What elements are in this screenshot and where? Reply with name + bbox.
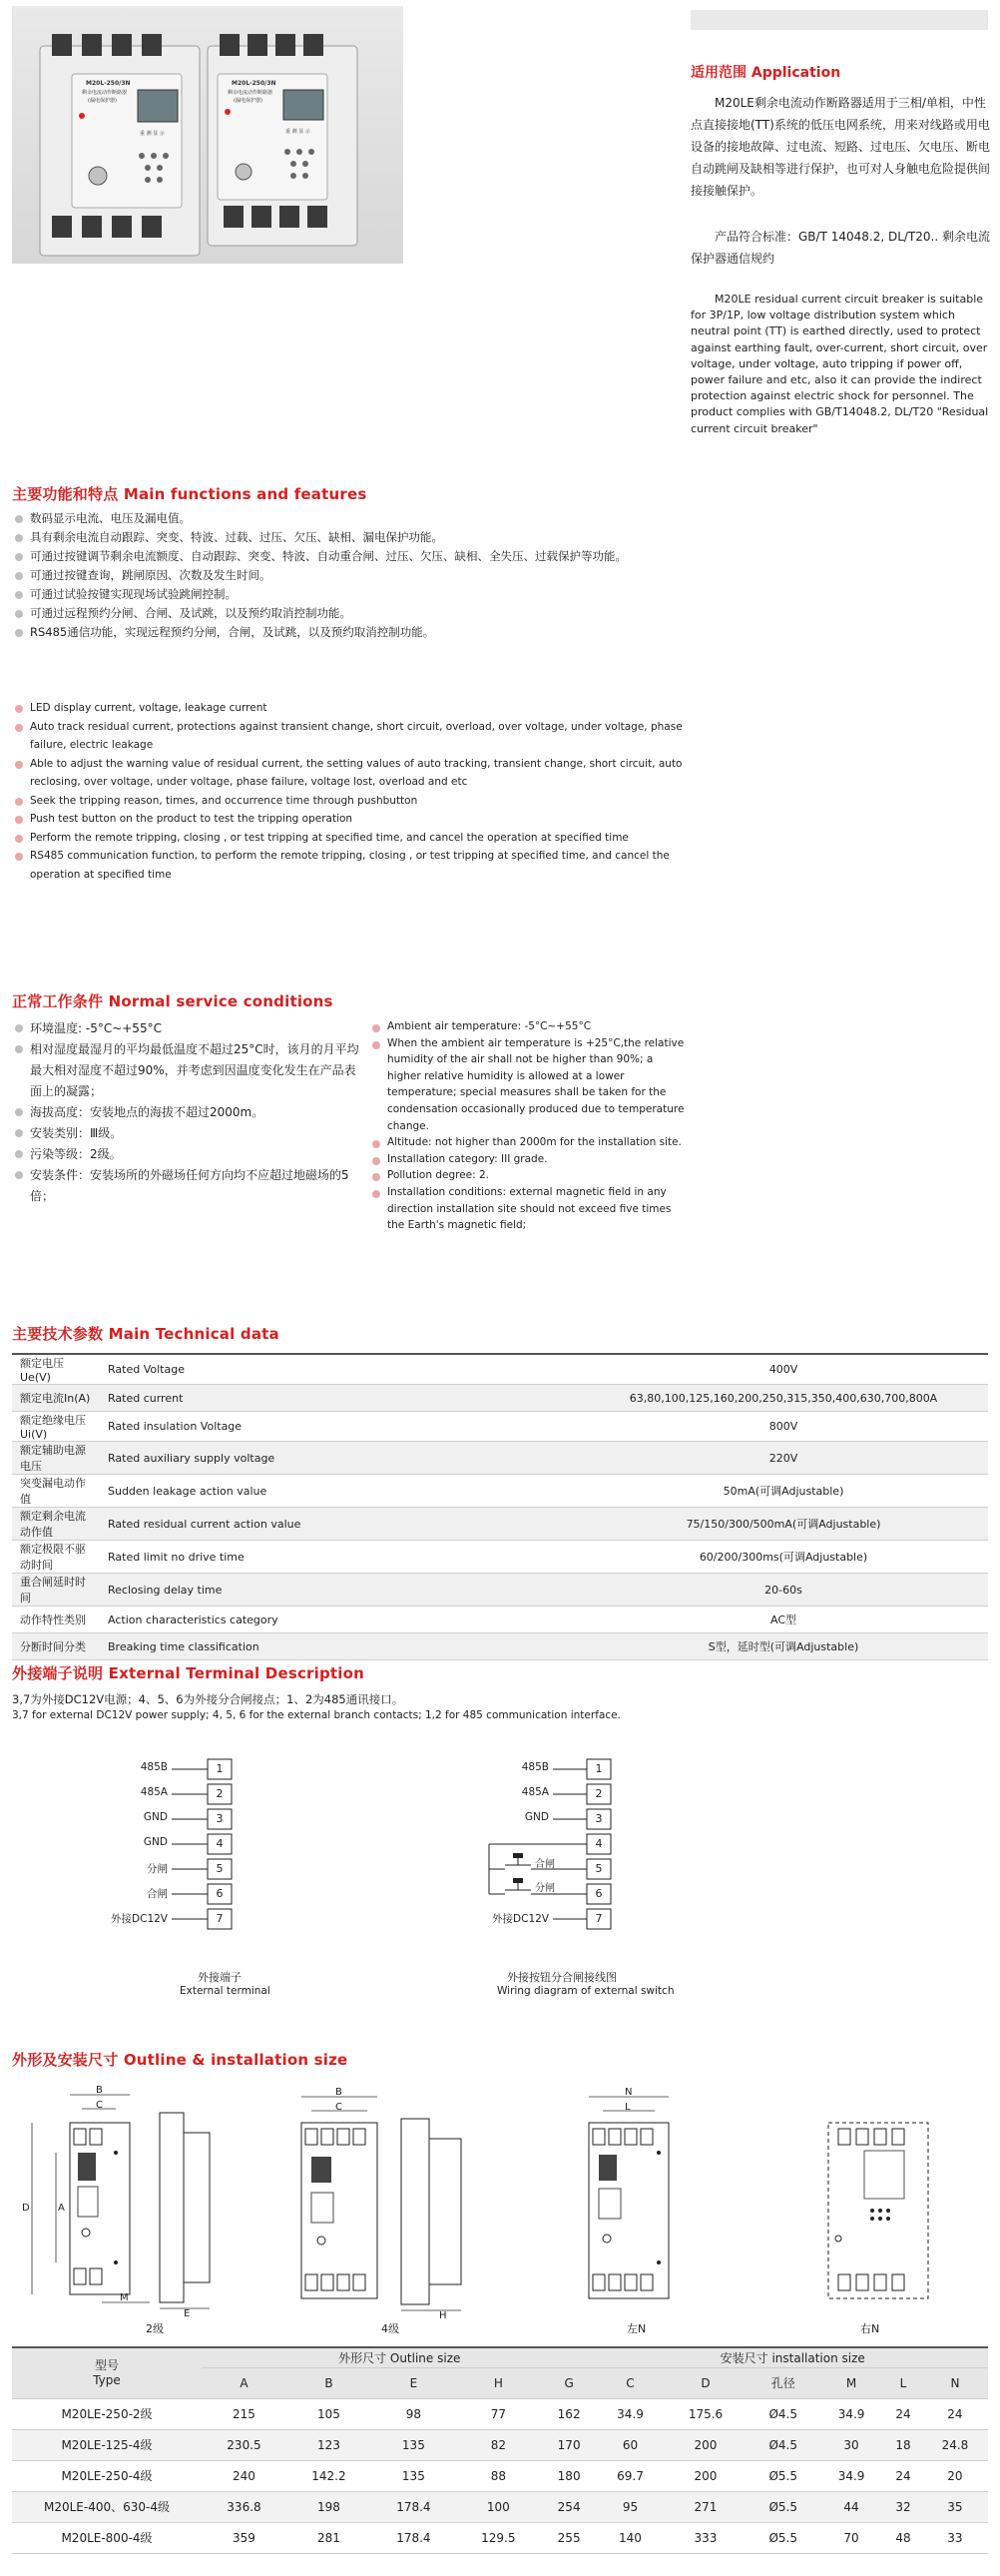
header-type [12,2347,202,2398]
terminal-label: 分闸 [147,1863,168,1875]
feature-en-item: RS485 communication function, to perform the remote tripping, closing , or test tripping at specified time, and cancel the operation at specified time [12,847,711,884]
tech-en: Reclosing delay time [100,1574,579,1607]
table-row [12,1354,988,1385]
feature-zh-item: 可通过试验按键实现现场试验跳闸控制。 [12,585,711,604]
terminal-number: 3 [595,1812,603,1825]
cell: 24 [922,2398,988,2429]
cell: 60 [597,2429,663,2460]
condition-en-item: Installation conditions: external magnetic field in any direction installation site should not exceed five times the Earth's magnetic field; [369,1184,689,1234]
table-row [12,1442,988,1475]
cell: 34.9 [597,2398,663,2429]
terminal-label: 485B [521,1761,549,1773]
photo-model-2: M20L-250/3N [232,80,276,87]
terminal-right-caption-zh: 外接按钮分合闸接线图 [507,1971,617,1984]
feature-zh-item: RS485通信功能，实现远程预约分闸，合闸，及试跳，以及预约取消控制功能。 [12,623,711,642]
terminal-left-caption-en: External terminal [180,1985,270,1997]
tech-value: S型，延时型(可调Adjustable) [579,1633,988,1660]
condition-en-item: Altitude: not higher than 2000m for the installation site. [369,1134,689,1151]
terminal-number: 1 [216,1762,224,1775]
conditions-title: 正常工作条件 Normal service conditions [12,992,333,1010]
tech-en: Rated limit no drive time [100,1541,579,1574]
application-title: 适用范围 Application [691,65,841,81]
cell: 82 [456,2429,541,2460]
condition-en-item: Installation category: III grade. [369,1151,689,1168]
cell: 135 [371,2429,456,2460]
terminal-right-diagram [469,1757,709,1957]
cell: 18 [884,2429,922,2460]
photo-caption-2: 剩余电流动作断路器 [228,90,273,96]
outline-drawing-4pole [271,2083,521,2322]
dim-letter-m: M [120,2292,129,2303]
tech-en: Sudden leakage action value [100,1475,579,1508]
table-row [12,1508,988,1541]
table-row [12,2429,988,2460]
tech-zh: 动作特性类别 [12,1607,100,1633]
feature-zh-item: 可通过按键调节剩余电流额度、自动跟踪、突变、特波、自动重合闸、过压、欠压、缺相、全失压、过载保护等功能。 [12,547,711,566]
terminal-number: 2 [216,1787,224,1800]
cell: Ø5.5 [748,2491,818,2522]
feature-en-item: Push test button on the product to test the tripping operation [12,810,711,829]
tech-value: 220V [579,1442,988,1475]
dim-letter-b: B [335,2087,342,2098]
cell: 198 [286,2491,371,2522]
terminal-right-caption-en: Wiring diagram of external switch [497,1985,675,1997]
cell: M20LE-250-2级 [12,2398,202,2429]
cell: 178.4 [371,2522,456,2553]
terminal-title: 外接端子说明 External Terminal Description [12,1664,365,1682]
cell: 123 [286,2429,371,2460]
cell: 178.4 [371,2491,456,2522]
cell: 175.6 [664,2398,749,2429]
col-header: B [286,2367,371,2398]
terminal-number: 2 [595,1787,603,1800]
terminal-number: 6 [216,1887,224,1900]
cell: 359 [202,2522,286,2553]
terminal-label: GND [524,1811,549,1823]
cell: 255 [541,2522,598,2553]
condition-zh-item: 安装条件：安装场所的外磁场任何方向均不应超过地磁场的5倍； [12,1165,361,1207]
col-header: M [818,2367,884,2398]
cell: 140 [597,2522,663,2553]
tech-zh: 重合闸延时时间 [12,1574,100,1607]
conditions-zh-list [12,1018,361,1207]
condition-en-item: When the ambient air temperature is +25°C,the relative humidity of the air shall not be higher than 90%; a higher relative humidity is allowed at a lower temperature; special measures shall be taken for the condensation occasionally produced due to temperature change. [369,1035,689,1135]
cell: 69.7 [597,2460,663,2491]
photo-model-1: M20L-250/3N [86,80,131,87]
features-en-list [12,699,711,884]
table-row [12,1385,988,1412]
table-row [12,2522,988,2553]
cell: 230.5 [202,2429,286,2460]
dim-letter-b: B [96,2085,103,2096]
cell: 135 [371,2460,456,2491]
terminal-label: 外接DC12V [492,1913,549,1925]
tech-value: 800V [579,1412,988,1442]
outline-drawing-2pole [20,2083,240,2322]
cell: 105 [286,2398,371,2429]
cell: 180 [541,2460,598,2491]
cell: 271 [664,2491,749,2522]
table-row [12,1633,988,1660]
col-header: A [202,2367,286,2398]
tech-title: 主要技术参数 Main Technical data [12,1325,279,1343]
table-row [12,1607,988,1633]
table-row [12,2460,988,2491]
terminal-number: 5 [216,1862,224,1875]
cell: 142.2 [286,2460,371,2491]
terminal-number: 4 [216,1837,224,1850]
condition-zh-item: 污染等级：2级。 [12,1144,361,1165]
condition-zh-item: 环境温度: -5°C~+55°C [12,1018,361,1039]
terminal-label: 485B [140,1761,168,1773]
cell: 77 [456,2398,541,2429]
tech-zh: 额定辅助电源电压 [12,1442,100,1475]
feature-en-item: Able to adjust the warning value of residual current, the setting values of auto tracking, transient change, short circuit, auto reclosing, over voltage, under voltage, phase failure, voltage lost, overload and etc [12,755,711,792]
header-install-group: 安装尺寸 installation size [597,2347,988,2367]
cell: 35 [922,2491,988,2522]
cell: M20LE-250-4级 [12,2460,202,2491]
col-header: N [922,2367,988,2398]
cell: 215 [202,2398,286,2429]
conditions-en-list [369,1018,689,1234]
cell: Ø5.5 [748,2522,818,2553]
terminal-label: GND [143,1836,168,1848]
outline-drawing-left-n [559,2083,709,2322]
cell: M20LE-400、630-4级 [12,2491,202,2522]
cell: Ø4.5 [748,2398,818,2429]
condition-zh-item: 海拔高度：安装地点的海拔不超过2000m。 [12,1102,361,1123]
col-header: L [884,2367,922,2398]
table-row [12,2398,988,2429]
terminal-label: 485A [140,1786,168,1798]
cell: 34.9 [818,2398,884,2429]
tech-en: Breaking time classification [100,1633,579,1660]
feature-zh-item: 可通过按键查询，跳闸原因、次数及发生时间。 [12,566,711,585]
terminal-number: 7 [595,1912,603,1925]
col-header: G [541,2367,598,2398]
photo-keys-2: 重 测 显 示 [285,129,310,135]
application-zh-standard: 产品符合标准：GB/T 14048.2, DL/T20.. 剩余电流保护器通信规约 [691,230,990,266]
table-row [12,1541,988,1574]
cell: Ø4.5 [748,2429,818,2460]
application-header-bar [691,10,988,30]
dim-letter-n: N [625,2087,633,2098]
tech-zh: 额定极限不驱动时间 [12,1541,100,1574]
feature-zh-item: 可通过远程预约分闸、合闸、及试跳，以及预约取消控制功能。 [12,604,711,623]
photo-caption-1: 剩余电流动作断路器 [82,90,128,96]
cell: 200 [664,2460,749,2491]
photo-sub-1: (漏电保护器) [88,98,117,104]
table-row [12,1412,988,1442]
photo-keys-1: 重 测 显 示 [140,131,165,137]
tech-value: 400V [579,1354,988,1385]
features-zh-list [12,509,711,642]
cell: 162 [541,2398,598,2429]
header-outline-group: 外形尺寸 Outline size [202,2347,597,2367]
feature-zh-item: 数码显示电流、电压及漏电值。 [12,509,711,528]
terminal-zh-note: 3,7为外接DC12V电源；4、5、6为外接分合闸接点；1、2为485通讯接口。 [12,1692,404,1706]
tech-value: 20-60s [579,1574,988,1607]
dim-letter-c: C [335,2102,342,2113]
tech-value: AC型 [579,1607,988,1633]
tech-zh: 额定剩余电流动作值 [12,1508,100,1541]
cell: 30 [818,2429,884,2460]
cell: 200 [664,2429,749,2460]
cell: Ø5.5 [748,2460,818,2491]
tech-value: 50mA(可调Adjustable) [579,1475,988,1508]
feature-en-item: Perform the remote tripping, closing , or test tripping at specified time, and cancel the operation at specified time [12,829,711,848]
terminal-left-diagram [110,1757,309,1957]
terminal-label: 485A [521,1786,549,1798]
terminal-number: 6 [595,1887,603,1900]
table-row [12,1574,988,1607]
terminal-en-note: 3,7 for external DC12V power supply; 4, 5, 6 for the external branch contacts; 1,2 for 485 communication interface. [12,1709,621,1721]
terminal-number: 1 [595,1762,603,1775]
tech-en: Rated insulation Voltage [100,1412,579,1442]
tech-zh: 额定电压Ue(V) [12,1354,100,1385]
outline-2pole-svg [20,2083,240,2322]
cell: 70 [818,2522,884,2553]
dim-letter-l: L [625,2102,631,2113]
cell: 24.8 [922,2429,988,2460]
cell: 98 [371,2398,456,2429]
feature-en-item: Auto track residual current, protections against transient change, short circuit, overload, over voltage, under voltage, phase failure, electric leakage [12,718,711,755]
tech-value: 60/200/300ms(可调Adjustable) [579,1541,988,1574]
switch-label-open: 分闸 [535,1883,555,1894]
outline-right-n-svg [798,2083,978,2322]
condition-en-item: Ambient air temperature: -5°C~+55°C [369,1018,689,1035]
condition-zh-item: 相对湿度最湿月的平均最低温度不超过25°C时，该月的月平均最大相对湿度不超过90%，并考虑到因温度变化发生在产品表面上的凝露； [12,1039,361,1102]
outline-title: 外形及安装尺寸 Outline & installation size [12,2051,348,2069]
terminal-number: 5 [595,1862,603,1875]
tech-en: Rated current [100,1385,579,1412]
tech-zh: 额定电流In(A) [12,1385,100,1412]
terminal-label: GND [143,1811,168,1823]
cell: 254 [541,2491,598,2522]
tech-table [12,1353,988,1660]
terminal-number: 4 [595,1837,603,1850]
outline-caption-right-n: 右N [860,2322,880,2335]
cell: 129.5 [456,2522,541,2553]
col-header: H [456,2367,541,2398]
outline-drawing-right-n [798,2083,978,2322]
application-zh-text: M20LE剩余电流动作断路器适用于三相/单相，中性点直接接地(TT)系统的低压电网系统，用来对线路或用电设备的接地故障、过电流、短路、过电压、欠电压、断电自动跳闸及缺相等进行保护，也可对人身触电危险提供间接接触保护。 [691,96,991,198]
cell: 240 [202,2460,286,2491]
col-header: D [664,2367,749,2398]
table-row [12,1475,988,1508]
cell: 20 [922,2460,988,2491]
condition-zh-item: 安装类别：Ⅲ级。 [12,1123,361,1144]
terminal-left-caption-zh: 外接端子 [198,1971,242,1984]
cell: 95 [597,2491,663,2522]
header-type-zh: 型号 [94,2357,119,2372]
tech-zh: 分断时间分类 [12,1633,100,1660]
table-header-row [12,2347,988,2367]
tech-en: Rated auxiliary supply voltage [100,1442,579,1475]
condition-en-item: Pollution degree: 2. [369,1167,689,1184]
cell: 281 [286,2522,371,2553]
outline-4pole-svg [271,2083,521,2322]
col-header: E [371,2367,456,2398]
tech-zh: 额定绝缘电压Ui(V) [12,1412,100,1442]
features-title: 主要功能和特点 Main functions and features [12,485,367,503]
col-header: 孔径 [748,2367,818,2398]
cell: 34.9 [818,2460,884,2491]
dim-letter-a: A [58,2203,65,2214]
cell: 170 [541,2429,598,2460]
application-en-text: M20LE residual current circuit breaker is suitable for 3P/1P, low voltage distribution system which neutral point (TT) is earthed directly, used to protect against earthing fault, over-current, short circuit, over voltage, under voltage, auto tripping if power off, power failure and etc, also it can provide the indirect protection against electric shock for personnel. The product complies with GB/T14048.2, DL/T20 "Residual current circuit breaker" [691,293,989,435]
tech-value: 63,80,100,125,160,200,250,315,350,400,630,700,800A [579,1385,988,1412]
feature-en-item: LED display current, voltage, leakage current [12,699,711,718]
feature-en-item: Seek the tripping reason, times, and occurrence time through pushbutton [12,792,711,811]
terminal-number: 3 [216,1812,224,1825]
cell: 333 [664,2522,749,2553]
cell: 33 [922,2522,988,2553]
terminal-label: 外接DC12V [111,1913,168,1925]
cell: 100 [456,2491,541,2522]
photo-sub-2: (漏电保护器) [234,98,262,104]
feature-zh-item: 具有剩余电流自动跟踪、突变、特波、过载、过压、欠压、缺相、漏电保护功能。 [12,528,711,547]
tech-en: Action characteristics category [100,1607,579,1633]
header-type-en: Type [93,2372,121,2387]
tech-zh: 突变漏电动作值 [12,1475,100,1508]
outline-left-n-svg [559,2083,709,2322]
outline-caption-2pole: 2级 [146,2322,164,2335]
cell: 44 [818,2491,884,2522]
breaker-illustration [12,6,403,264]
terminal-number: 7 [216,1912,224,1925]
cell: 336.8 [202,2491,286,2522]
tech-en: Rated Voltage [100,1354,579,1385]
cell: M20LE-800-4级 [12,2522,202,2553]
dim-letter-h: H [439,2310,447,2321]
dim-letter-d: D [22,2203,30,2214]
tech-value: 75/150/300/500mA(可调Adjustable) [579,1508,988,1541]
switch-label-close: 合闸 [535,1859,555,1870]
terminal-label: 合闸 [147,1888,168,1900]
dim-letter-c: C [96,2100,103,2111]
cell: 24 [884,2460,922,2491]
outline-caption-left-n: 左N [627,2322,647,2335]
product-photo [12,6,403,264]
dim-letter-e: E [184,2308,191,2319]
cell: 88 [456,2460,541,2491]
dimension-table [12,2346,988,2554]
outline-caption-4pole: 4级 [381,2322,399,2335]
cell: 24 [884,2398,922,2429]
cell: 32 [884,2491,922,2522]
cell: 48 [884,2522,922,2553]
table-row [12,2491,988,2522]
cell: M20LE-125-4级 [12,2429,202,2460]
col-header: C [597,2367,663,2398]
tech-en: Rated residual current action value [100,1508,579,1541]
